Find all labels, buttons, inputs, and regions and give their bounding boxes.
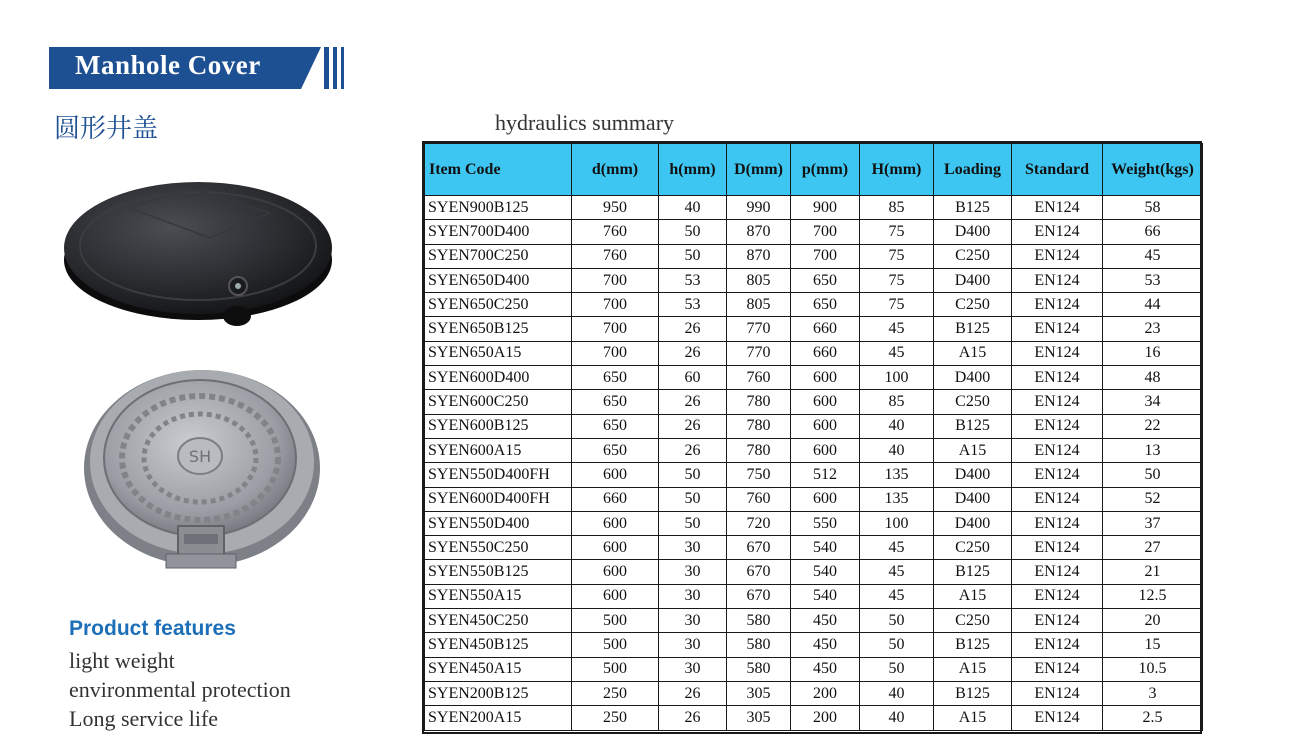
table-cell: 650 — [572, 366, 659, 390]
table-cell: 900 — [791, 196, 860, 220]
item-code-cell: SYEN550D400 — [425, 511, 572, 535]
table-cell: 13 — [1103, 438, 1203, 462]
banner-stripe — [341, 47, 344, 89]
table-cell: 100 — [860, 366, 934, 390]
table-cell: 650 — [791, 268, 860, 292]
table-cell: 305 — [727, 681, 791, 705]
table-cell: D400 — [934, 220, 1012, 244]
table-cell: 50 — [860, 657, 934, 681]
table-cell: C250 — [934, 244, 1012, 268]
table-cell: 770 — [727, 317, 791, 341]
table-cell: EN124 — [1012, 633, 1103, 657]
table-cell: EN124 — [1012, 414, 1103, 438]
black-round-manhole-cover-image — [60, 168, 345, 343]
table-cell: 60 — [659, 366, 727, 390]
table-cell: 512 — [791, 463, 860, 487]
table-cell: 750 — [727, 463, 791, 487]
item-code-cell: SYEN450C250 — [425, 609, 572, 633]
table-cell: 870 — [727, 244, 791, 268]
table-cell: 26 — [659, 414, 727, 438]
table-cell: 66 — [1103, 220, 1203, 244]
table-row — [425, 438, 1203, 462]
table-cell: 40 — [659, 196, 727, 220]
table-row — [425, 196, 1203, 220]
item-code-cell: SYEN600C250 — [425, 390, 572, 414]
table-row — [425, 220, 1203, 244]
table-cell: B125 — [934, 633, 1012, 657]
table-cell: EN124 — [1012, 317, 1103, 341]
page-title: Manhole Cover — [75, 50, 261, 80]
table-cell: 700 — [572, 317, 659, 341]
table-cell: 45 — [860, 341, 934, 365]
table-row — [425, 609, 1203, 633]
table-cell: 200 — [791, 681, 860, 705]
table-cell: B125 — [934, 317, 1012, 341]
table-cell: 700 — [791, 220, 860, 244]
table-cell: EN124 — [1012, 463, 1103, 487]
table-cell: 45 — [1103, 244, 1203, 268]
table-cell: 30 — [659, 657, 727, 681]
table-cell: A15 — [934, 341, 1012, 365]
table-cell: D400 — [934, 511, 1012, 535]
features-heading: Product features — [69, 617, 236, 640]
table-cell: 250 — [572, 681, 659, 705]
table-row — [425, 511, 1203, 535]
item-code-cell: SYEN700C250 — [425, 244, 572, 268]
table-cell: 2.5 — [1103, 706, 1203, 730]
item-code-cell: SYEN650C250 — [425, 293, 572, 317]
table-cell: EN124 — [1012, 220, 1103, 244]
table-cell: 26 — [659, 438, 727, 462]
table-cell: 135 — [860, 463, 934, 487]
table-cell: D400 — [934, 487, 1012, 511]
table-cell: 26 — [659, 681, 727, 705]
table-cell: 40 — [860, 706, 934, 730]
table-cell: 21 — [1103, 560, 1203, 584]
table-cell: 40 — [860, 438, 934, 462]
item-code-cell: SYEN550A15 — [425, 584, 572, 608]
table-cell: 770 — [727, 341, 791, 365]
table-cell: EN124 — [1012, 366, 1103, 390]
column-header: Standard — [1012, 144, 1103, 196]
table-cell: 85 — [860, 196, 934, 220]
column-header: p(mm) — [791, 144, 860, 196]
table-cell: 75 — [860, 293, 934, 317]
table-cell: 44 — [1103, 293, 1203, 317]
table-cell: D400 — [934, 366, 1012, 390]
table-cell: 780 — [727, 414, 791, 438]
table-cell: EN124 — [1012, 487, 1103, 511]
table-cell: 48 — [1103, 366, 1203, 390]
table-cell: 45 — [860, 560, 934, 584]
column-header: Loading — [934, 144, 1012, 196]
table-cell: 600 — [572, 463, 659, 487]
table-cell: 500 — [572, 609, 659, 633]
table-cell: 670 — [727, 536, 791, 560]
subtitle-chinese: 圆形井盖 — [54, 114, 159, 144]
column-header: d(mm) — [572, 144, 659, 196]
table-cell: 50 — [659, 463, 727, 487]
table-cell: C250 — [934, 609, 1012, 633]
table-cell: 30 — [659, 609, 727, 633]
specifications-table — [424, 143, 1203, 731]
column-header: H(mm) — [860, 144, 934, 196]
item-code-cell: SYEN600D400FH — [425, 487, 572, 511]
table-row — [425, 487, 1203, 511]
table-cell: 45 — [860, 536, 934, 560]
table-cell: 950 — [572, 196, 659, 220]
table-cell: 600 — [791, 438, 860, 462]
table-row — [425, 536, 1203, 560]
feature-item: environmental protection — [69, 677, 291, 702]
table-cell: 53 — [1103, 268, 1203, 292]
banner-stripe — [333, 47, 337, 89]
table-cell: EN124 — [1012, 244, 1103, 268]
table-cell: A15 — [934, 584, 1012, 608]
item-code-cell: SYEN700D400 — [425, 220, 572, 244]
table-cell: 760 — [727, 366, 791, 390]
table-cell: 12.5 — [1103, 584, 1203, 608]
table-cell: 100 — [860, 511, 934, 535]
item-code-cell: SYEN450A15 — [425, 657, 572, 681]
table-cell: 37 — [1103, 511, 1203, 535]
table-cell: B125 — [934, 196, 1012, 220]
table-cell: 760 — [572, 244, 659, 268]
table-cell: 580 — [727, 609, 791, 633]
table-cell: 450 — [791, 633, 860, 657]
table-cell: 30 — [659, 560, 727, 584]
table-cell: EN124 — [1012, 293, 1103, 317]
table-header-row — [425, 144, 1203, 196]
table-row — [425, 706, 1203, 730]
column-header: D(mm) — [727, 144, 791, 196]
table-cell: C250 — [934, 293, 1012, 317]
table-cell: 540 — [791, 536, 860, 560]
table-cell: 500 — [572, 633, 659, 657]
table-cell: EN124 — [1012, 657, 1103, 681]
table-row — [425, 633, 1203, 657]
table-cell: 305 — [727, 706, 791, 730]
table-cell: 27 — [1103, 536, 1203, 560]
table-cell: 135 — [860, 487, 934, 511]
table-cell: 780 — [727, 390, 791, 414]
table-cell: 660 — [572, 487, 659, 511]
table-cell: EN124 — [1012, 584, 1103, 608]
table-cell: A15 — [934, 657, 1012, 681]
table-row — [425, 584, 1203, 608]
table-cell: 50 — [860, 633, 934, 657]
table-cell: EN124 — [1012, 196, 1103, 220]
table-cell: D400 — [934, 268, 1012, 292]
table-cell: 650 — [572, 438, 659, 462]
feature-item: Long service life — [69, 706, 219, 731]
column-header: Weight(kgs) — [1103, 144, 1203, 196]
table-row — [425, 657, 1203, 681]
table-cell: 990 — [727, 196, 791, 220]
table-cell: EN124 — [1012, 390, 1103, 414]
item-code-cell: SYEN600A15 — [425, 438, 572, 462]
table-cell: 26 — [659, 317, 727, 341]
table-cell: 700 — [572, 268, 659, 292]
table-cell: 580 — [727, 633, 791, 657]
table-cell: C250 — [934, 536, 1012, 560]
table-cell: 650 — [572, 414, 659, 438]
table-cell: 50 — [659, 511, 727, 535]
table-cell: 26 — [659, 341, 727, 365]
table-cell: B125 — [934, 414, 1012, 438]
item-code-cell: SYEN450B125 — [425, 633, 572, 657]
table-cell: 52 — [1103, 487, 1203, 511]
table-cell: 760 — [727, 487, 791, 511]
table-cell: 450 — [791, 657, 860, 681]
table-cell: 16 — [1103, 341, 1203, 365]
table-cell: 30 — [659, 633, 727, 657]
table-cell: EN124 — [1012, 341, 1103, 365]
table-cell: 700 — [572, 341, 659, 365]
banner-stripe — [324, 47, 329, 89]
table-cell: 40 — [860, 681, 934, 705]
table-cell: 670 — [727, 584, 791, 608]
table-cell: 870 — [727, 220, 791, 244]
cover-emboss-text: SH — [188, 447, 212, 466]
table-cell: 650 — [791, 293, 860, 317]
table-cell: 660 — [791, 341, 860, 365]
table-cell: EN124 — [1012, 706, 1103, 730]
table-row — [425, 341, 1203, 365]
grey-round-manhole-cover-with-frame-image — [78, 358, 328, 588]
table-row — [425, 317, 1203, 341]
table-cell: 540 — [791, 560, 860, 584]
column-header: Item Code — [425, 144, 572, 196]
item-code-cell: SYEN900B125 — [425, 196, 572, 220]
table-cell: 600 — [572, 511, 659, 535]
table-cell: 45 — [860, 317, 934, 341]
table-cell: 500 — [572, 657, 659, 681]
table-cell: D400 — [934, 463, 1012, 487]
table-cell: 700 — [791, 244, 860, 268]
table-cell: 75 — [860, 244, 934, 268]
table-cell: 3 — [1103, 681, 1203, 705]
table-cell: EN124 — [1012, 511, 1103, 535]
table-row — [425, 560, 1203, 584]
table-cell: 50 — [1103, 463, 1203, 487]
table-cell: EN124 — [1012, 681, 1103, 705]
table-cell: 22 — [1103, 414, 1203, 438]
table-cell: 780 — [727, 438, 791, 462]
table-cell: A15 — [934, 706, 1012, 730]
item-code-cell: SYEN650A15 — [425, 341, 572, 365]
title-banner — [49, 47, 321, 89]
table-row — [425, 244, 1203, 268]
table-cell: 23 — [1103, 317, 1203, 341]
table-cell: 600 — [791, 366, 860, 390]
table-cell: 50 — [659, 487, 727, 511]
table-cell: EN124 — [1012, 560, 1103, 584]
table-cell: 650 — [572, 390, 659, 414]
table-cell: 670 — [727, 560, 791, 584]
table-cell: EN124 — [1012, 609, 1103, 633]
table-cell: 26 — [659, 706, 727, 730]
table-cell: 30 — [659, 536, 727, 560]
table-cell: 720 — [727, 511, 791, 535]
column-header: h(mm) — [659, 144, 727, 196]
table-cell: 550 — [791, 511, 860, 535]
table-row — [425, 366, 1203, 390]
item-code-cell: SYEN600B125 — [425, 414, 572, 438]
table-cell: EN124 — [1012, 438, 1103, 462]
table-cell: 15 — [1103, 633, 1203, 657]
item-code-cell: SYEN550D400FH — [425, 463, 572, 487]
table-row — [425, 681, 1203, 705]
table-cell: 50 — [860, 609, 934, 633]
table-cell: 805 — [727, 293, 791, 317]
table-cell: 200 — [791, 706, 860, 730]
item-code-cell: SYEN200A15 — [425, 706, 572, 730]
table-cell: 58 — [1103, 196, 1203, 220]
table-cell: 75 — [860, 268, 934, 292]
table-cell: 20 — [1103, 609, 1203, 633]
item-code-cell: SYEN650D400 — [425, 268, 572, 292]
feature-item: light weight — [69, 648, 175, 673]
table-cell: 580 — [727, 657, 791, 681]
table-caption: hydraulics summary — [495, 110, 675, 135]
table-cell: 34 — [1103, 390, 1203, 414]
table-cell: EN124 — [1012, 536, 1103, 560]
table-cell: EN124 — [1012, 268, 1103, 292]
table-cell: B125 — [934, 681, 1012, 705]
table-cell: 760 — [572, 220, 659, 244]
table-cell: 540 — [791, 584, 860, 608]
table-cell: 600 — [572, 560, 659, 584]
table-cell: 450 — [791, 609, 860, 633]
table-row — [425, 390, 1203, 414]
table-cell: 600 — [791, 390, 860, 414]
table-cell: A15 — [934, 438, 1012, 462]
table-cell: 660 — [791, 317, 860, 341]
item-code-cell: SYEN550C250 — [425, 536, 572, 560]
table-cell: 85 — [860, 390, 934, 414]
table-cell: 50 — [659, 220, 727, 244]
table-cell: C250 — [934, 390, 1012, 414]
item-code-cell: SYEN650B125 — [425, 317, 572, 341]
table-row — [425, 463, 1203, 487]
table-cell: 45 — [860, 584, 934, 608]
table-cell: 50 — [659, 244, 727, 268]
table-cell: 53 — [659, 268, 727, 292]
table-cell: 75 — [860, 220, 934, 244]
table-cell: 600 — [572, 584, 659, 608]
table-cell: 600 — [791, 487, 860, 511]
table-cell: 30 — [659, 584, 727, 608]
table-cell: B125 — [934, 560, 1012, 584]
table-cell: 600 — [572, 536, 659, 560]
table-cell: 600 — [791, 414, 860, 438]
table-cell: 26 — [659, 390, 727, 414]
item-code-cell: SYEN200B125 — [425, 681, 572, 705]
table-cell: 53 — [659, 293, 727, 317]
table-row — [425, 293, 1203, 317]
table-row — [425, 268, 1203, 292]
table-cell: 40 — [860, 414, 934, 438]
table-cell: 805 — [727, 268, 791, 292]
table-row — [425, 414, 1203, 438]
item-code-cell: SYEN600D400 — [425, 366, 572, 390]
table-cell: 10.5 — [1103, 657, 1203, 681]
table-cell: 700 — [572, 293, 659, 317]
table-cell: 250 — [572, 706, 659, 730]
item-code-cell: SYEN550B125 — [425, 560, 572, 584]
